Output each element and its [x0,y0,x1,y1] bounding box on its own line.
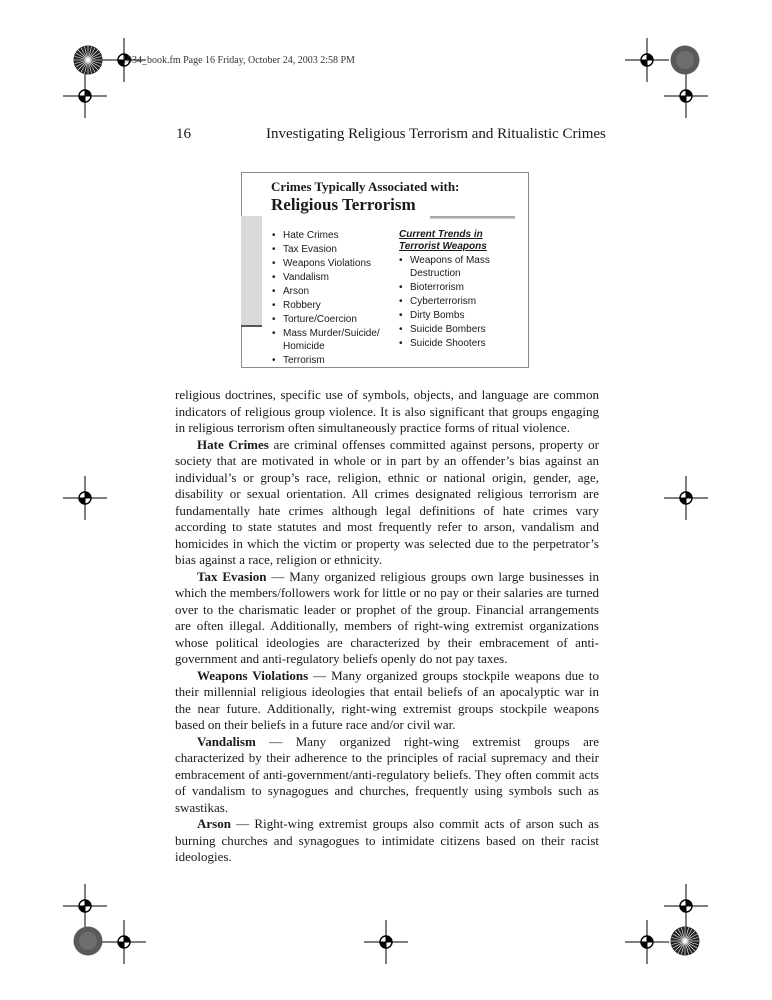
registration-mark-icon [664,476,708,520]
running-title: Investigating Religious Terrorism and Ritualistic Crimes [266,126,606,142]
term-arson: Arson [197,816,231,831]
figure-side-bar-rule [241,325,262,327]
paragraph-arson [175,816,599,866]
list-item: • Vandalism [272,271,392,284]
figure-side-bar [241,216,262,326]
trends-heading: Current Trends in Terrorist Weapons [399,229,487,252]
paragraph-tax-evasion [175,569,599,668]
crimes-list [272,229,392,368]
term-tax-evasion: Tax Evasion [197,568,267,584]
gray-rosette-icon [73,926,103,956]
registration-mark-icon [364,920,408,964]
figure-title-rule [430,216,515,219]
term-vandalism: Vandalism [197,733,256,749]
paragraph-hate-crimes [175,437,599,569]
list-item: • Terrorism [272,354,392,367]
paragraph-text: — Many organized right-wing extremist groups are characterized by their adherence to the principles of racial supremacy and their embracement of anti-government/anti-regulatory beliefs. They often commit acts of vandalism to synagogues and churches, frequently using symbols such as swastikas. [175,733,599,815]
list-item: • Bioterrorism [399,281,519,294]
term-hate-crimes: Hate Crimes [197,436,269,452]
paragraph-text: — Many organized groups stockpile weapons due to their millennial religious ideologies that entail beliefs of an apocalyptic war in the near future. Additionally, right-wing extremist groups stockpile weapons based on their beliefs in a future race and/or civil war. [175,667,599,732]
paragraph-text: are criminal offenses committed against persons, property or society that are motivated in whole or in part by an offender’s bias against an individual’s or group’s race, religion, ethnic or national origin, gender, age, disability or sexual orientation. All crimes designated religious terrorism are fundamentally hate crimes although legal definitions of hate crimes vary according to state statutes and most frequently refer to arson, vandalism and homicides in which the victim or property was selected due to the perpetrator’s bias against a race, religion or ethnicity. [175,436,599,567]
list-item: • Torture/Coercion [272,313,392,326]
paragraph-vandalism [175,734,599,817]
list-item: • Suicide Bombers [399,323,519,336]
paragraph-text: — Many organized religious groups own large businesses in which the members/followers work for little or no pay or their salaries are turned over to the charismatic leader or prophet of the group. Financial arrangements are often illegal. Additionally, members of right-wing extremist organizations whose political ideologies are characterized by their embracement of anti-government and anti-regulatory beliefs openly do not pay taxes. [175,568,599,666]
list-item: • Weapons Violations [272,257,392,270]
registration-mark-icon [664,884,708,928]
list-item: • Tax Evasion [272,243,392,256]
registration-mark-icon [102,920,146,964]
list-item: • Cyberterrorism [399,295,519,308]
starburst-rosette-icon [73,45,103,75]
list-item: • Mass Murder/Suicide/ Homicide [272,327,392,353]
list-item: • Arson [272,285,392,298]
starburst-rosette-icon [670,926,700,956]
figure-title-line2: Religious Terrorism [271,195,416,214]
figure-title-line1: Crimes Typically Associated with: [271,179,460,194]
registration-mark-icon [664,74,708,118]
registration-mark-icon [625,920,669,964]
list-item: • Dirty Bombs [399,309,519,322]
registration-mark-icon [625,38,669,82]
print-slug: 1034_book.fm Page 16 Friday, October 24, 2003 2:58 PM [122,55,355,66]
body-text [175,387,599,866]
paragraph-text: — Right-wing extremist groups also commit acts of arson such as burning churches and synagogues to intimidate citizens based on their racist ideologies. [175,816,599,864]
list-item: • Weapons of Mass Destruction [399,254,519,280]
intro-paragraph: religious doctrines, specific use of symbols, objects, and language are common indicators of religious group violence. It is also significant that groups engaging in religious terrorism often simultaneously practice forms of ritual violence. [175,387,599,435]
list-item: • Suicide Shooters [399,337,519,350]
list-item: • Hate Crimes [272,229,392,242]
registration-mark-icon [63,74,107,118]
registration-mark-icon [63,884,107,928]
paragraph-weapons-violations [175,668,599,734]
page-number: 16 [176,126,191,142]
list-item: • Robbery [272,299,392,312]
term-weapons-violations: Weapons Violations [197,667,309,683]
weapons-list [399,254,519,351]
gray-rosette-icon [670,45,700,75]
registration-mark-icon [63,476,107,520]
